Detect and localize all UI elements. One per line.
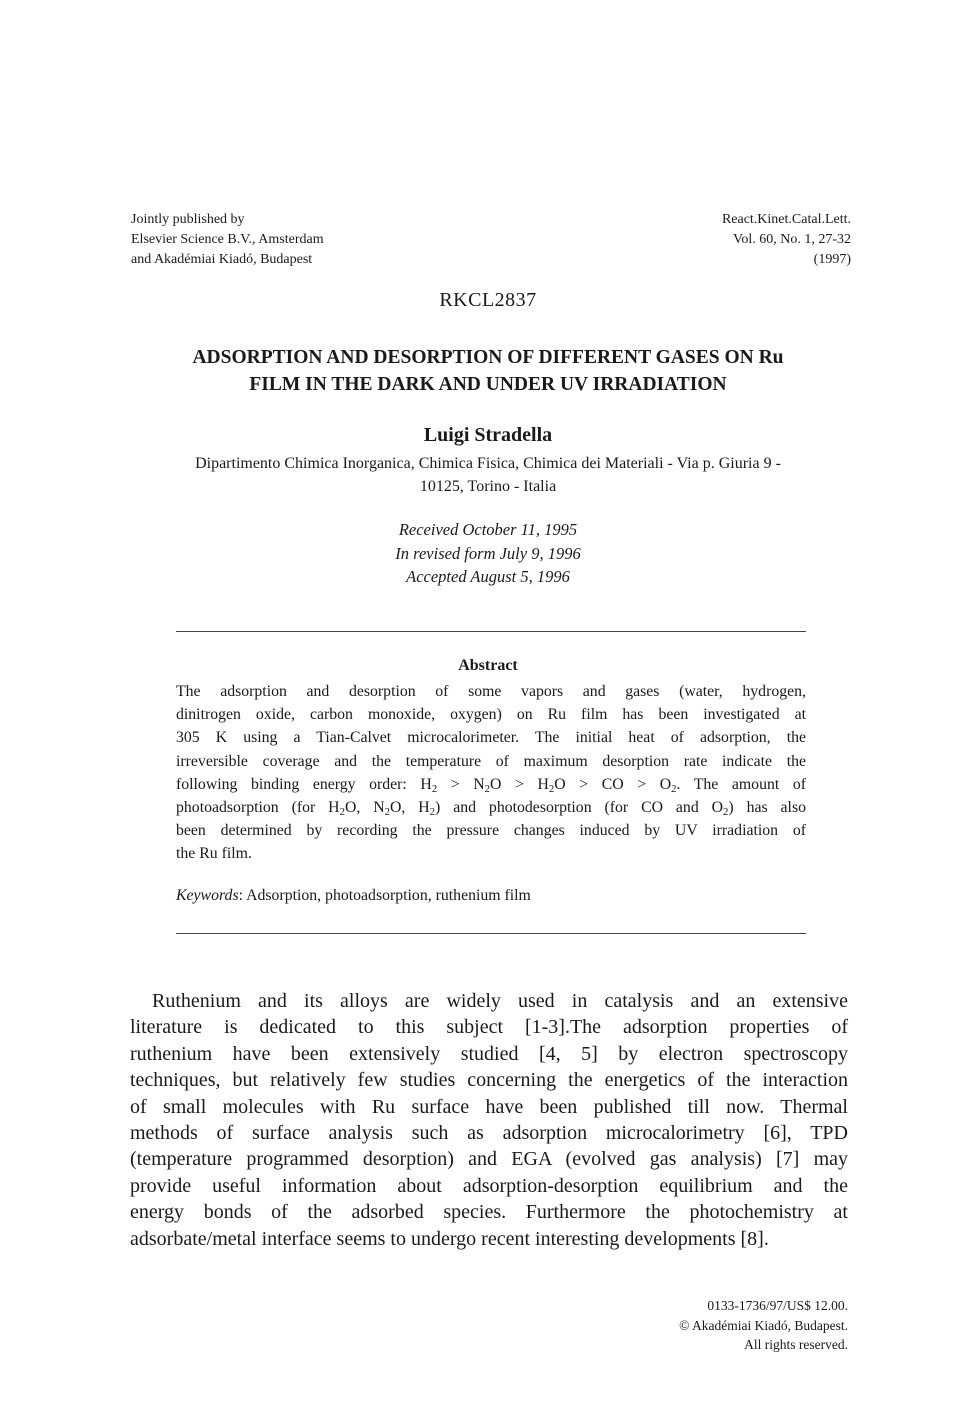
- body-line: methods of surface analysis such as adsorption microcalorimetry [6], TPD: [130, 1122, 848, 1145]
- abstract-line: The adsorption and desorption of some vapors and gases (water, hydrogen,: [176, 683, 806, 700]
- abstract-line: 305 K using a Tian-Calvet microcalorimeter. The initial heat of adsorption, the: [176, 729, 806, 747]
- abstract-line: photoadsorption (for $H_2O$, $N_2O$, $H_2$) and photodesorption (for CO and $O_2$) has also: [176, 799, 806, 819]
- author-affiliation: [130, 452, 846, 498]
- abstract-heading: Abstract: [458, 657, 518, 674]
- publisher-line: Jointly published by: [131, 212, 245, 227]
- body-line: literature is dedicated to this subject [1-3].The adsorption properties of: [130, 1016, 848, 1039]
- issn-price: 0133-1736/97/US$ 12.00.: [707, 1298, 848, 1313]
- body-line: (temperature programmed desorption) and EGA (evolved gas analysis) [7] may: [130, 1148, 848, 1171]
- accepted-date: Accepted August 5, 1996: [406, 567, 570, 586]
- abstract-line: the Ru film.: [176, 845, 252, 863]
- citation-line: React.Kinet.Catal.Lett.: [721, 212, 851, 227]
- publisher-line: Elsevier Science B.V., Amsterdam: [131, 232, 324, 247]
- abstract-line: irreversible coverage and the temperature of maximum desorption rate indicate the: [176, 752, 806, 770]
- abstract-line: following binding energy order: $H_2 > N_2O > H_2O$ > CO > $O_2$. The amount of: [176, 775, 806, 796]
- copyright-line: © Akadémiai Kiadó, Budapest.: [679, 1317, 848, 1333]
- revised-date: In revised form July 9, 1996: [395, 543, 581, 563]
- title-line: ADSORPTION AND DESORPTION OF DIFFERENT GASES ON Ru: [192, 347, 784, 368]
- body-paragraph: [130, 988, 848, 1252]
- body-line: Ruthenium and its alloys are widely used in catalysis and an extensive: [152, 990, 848, 1012]
- affiliation-line: 10125, Torino - Italia: [419, 478, 557, 495]
- body-line: adsorbate/metal interface seems to undergo recent interesting developments [8].: [130, 1227, 769, 1250]
- received-date: Received October 11, 1995: [398, 520, 578, 539]
- article-code: RKCL2837: [439, 289, 537, 311]
- keywords-text: : Adsorption, photoadsorption, ruthenium film: [238, 887, 531, 904]
- citation-line: (1997): [813, 252, 851, 267]
- publisher-info: [131, 210, 324, 270]
- abstract-body: [176, 680, 806, 866]
- abstract-bottom-divider: [176, 933, 806, 934]
- body-line: of small molecules with Ru surface have been published till now. Thermal: [130, 1095, 848, 1118]
- abstract-line: dinitrogen oxide, carbon monoxide, oxygen) on Ru film has been investigated at: [176, 706, 806, 724]
- keywords: [176, 887, 806, 905]
- abstract-top-divider: [176, 631, 806, 632]
- body-line: ruthenium have been extensively studied [4, 5] by electron spectroscopy: [130, 1042, 848, 1065]
- body-line: provide useful information about adsorption-desorption equilibrium and the: [130, 1174, 848, 1197]
- citation-line: Vol. 60, No. 1, 27-32: [733, 232, 851, 247]
- body-line: techniques, but relatively few studies concerning the energetics of the interaction: [130, 1069, 848, 1092]
- author-name: Luigi Stradella: [423, 424, 553, 446]
- abstract-line: been determined by recording the pressure changes induced by UV irradiation of: [176, 822, 806, 840]
- publisher-line: and Akadémiai Kiadó, Budapest: [131, 252, 313, 267]
- paper-title: [110, 344, 866, 398]
- rights-line: All rights reserved.: [744, 1337, 848, 1352]
- copyright-footer: [679, 1296, 848, 1355]
- journal-citation: [722, 210, 851, 270]
- affiliation-line: Dipartimento Chimica Inorganica, Chimica Fisica, Chimica dei Materiali - Via p. Giuria 9 -: [195, 455, 781, 472]
- body-line: energy bonds of the adsorbed species. Furthermore the photochemistry at: [130, 1201, 848, 1224]
- keywords-label: Keywords: [176, 887, 239, 904]
- submission-dates: [0, 518, 976, 589]
- title-line: FILM IN THE DARK AND UNDER UV IRRADIATION: [249, 374, 727, 395]
